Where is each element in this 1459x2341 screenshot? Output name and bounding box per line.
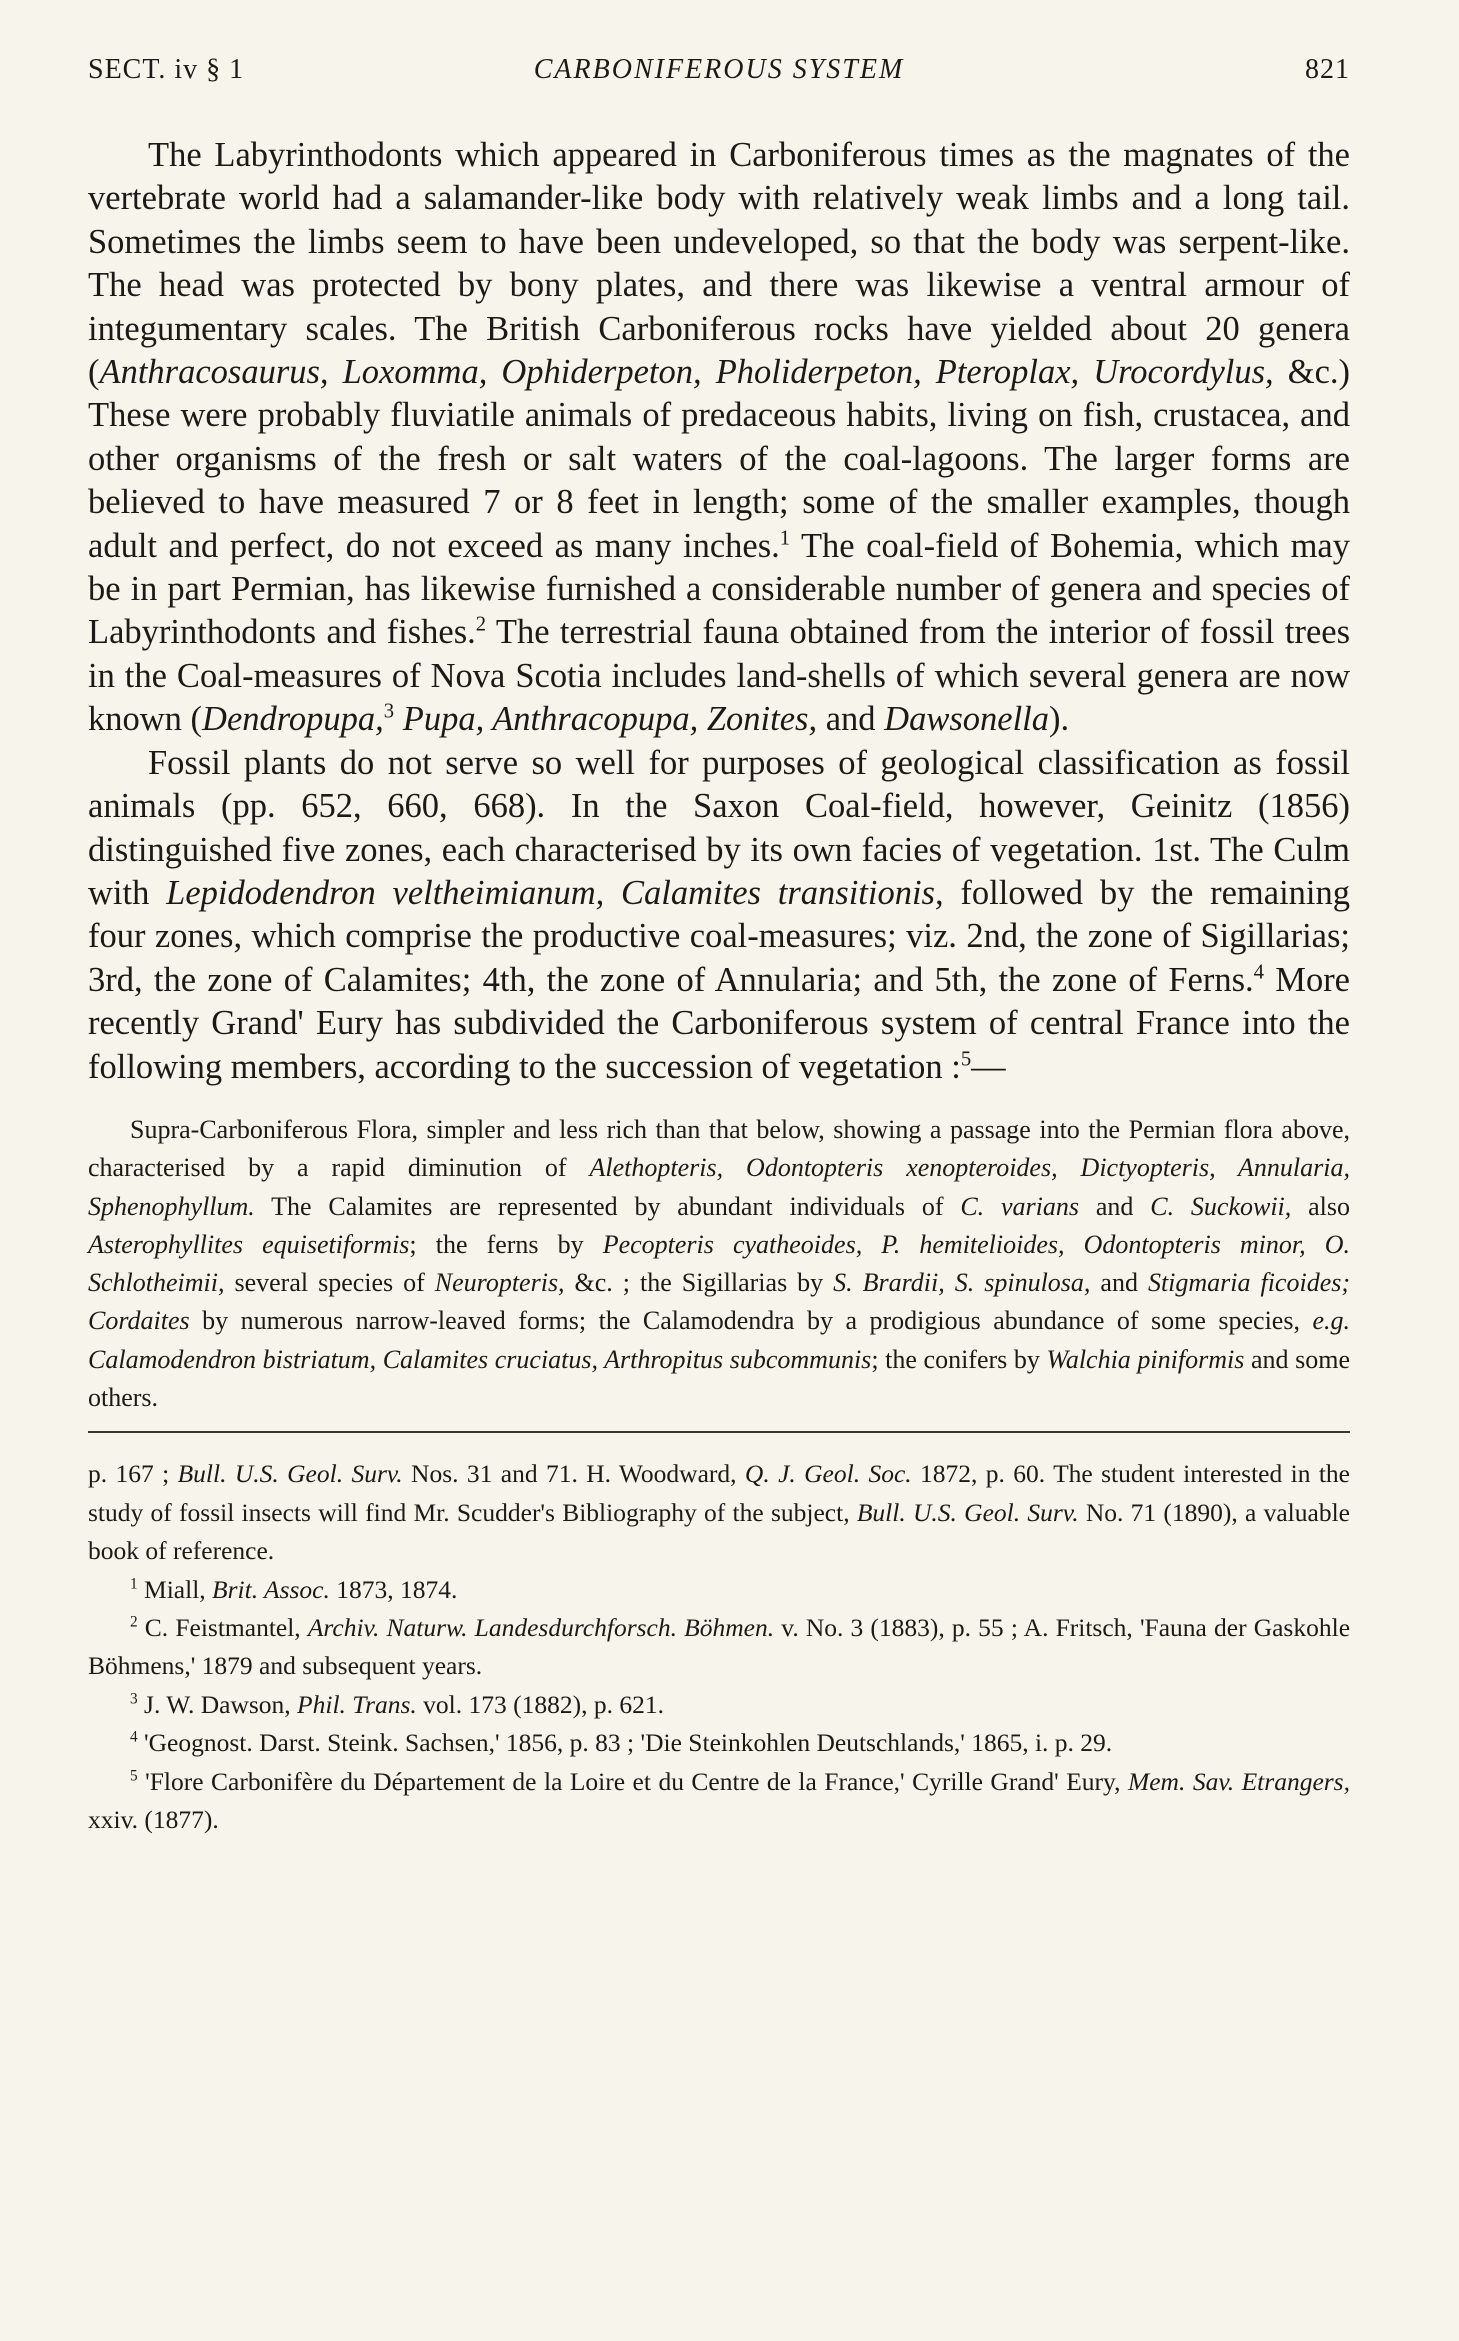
text-run: several species of bbox=[224, 1268, 435, 1298]
text-run: No. 71 (1890), a valuable book of reference. bbox=[88, 1497, 1350, 1566]
text-run: ; the ferns by bbox=[409, 1229, 603, 1259]
footnote-continued bbox=[88, 1455, 1350, 1570]
text-run: and bbox=[817, 700, 885, 739]
page-number: 821 bbox=[1305, 54, 1350, 85]
text-run: 1872, p. 60. The student interested in the study of fossil insects will find Mr. Scudder's Bibliography of the subject, bbox=[88, 1459, 1350, 1527]
text-run: by numerous narrow-leaved forms; the Calamodendra by a prodigious abundance of some species, bbox=[189, 1306, 1313, 1336]
italic-text: Pupa, Anthracopupa, Zonites, bbox=[394, 700, 818, 739]
footnote-marker: 2 bbox=[130, 1613, 138, 1631]
text-run: — bbox=[971, 1047, 1006, 1086]
italic-text: Asterophyllites equisetiformis bbox=[88, 1229, 410, 1259]
text-run: 'Flore Carbonifère du Département de la Loire et du Centre de la France,' Cyrille Grand' Eury, bbox=[137, 1766, 1128, 1796]
footnote-marker: 5 bbox=[960, 1048, 972, 1071]
italic-text: Lepidodendron veltheimianum, Calamites transitionis, bbox=[166, 873, 944, 912]
text-run: ; the conifers by bbox=[871, 1344, 1047, 1374]
main-text bbox=[88, 134, 1350, 1089]
italic-text: Alethopteris, Odontopteris xenopteroides, Dictyopteris, Annularia, Sphenophyllum. bbox=[88, 1153, 1350, 1221]
footnote-marker: 2 bbox=[475, 613, 487, 636]
footnotes bbox=[88, 1455, 1350, 1839]
italic-text: Pecopteris cyatheoides, P. hemitelioides, Odontopteris minor, O. Schlotheimii, bbox=[88, 1229, 1350, 1298]
italic-text: Q. J. Geol. Soc. bbox=[744, 1459, 912, 1489]
text-run: The coal-field of Bohemia, which may be in part Permian, has likewise furnished a considerable number of genera and species of Labyrinthodonts and fishes. bbox=[88, 526, 1350, 652]
italic-text: Dawsonella bbox=[884, 700, 1049, 739]
text-run: Supra-Carboniferous Flora, simpler and less rich than that below, showing a passage into the Permian flora above, characterised by a rapid diminution of bbox=[88, 1114, 1350, 1183]
footnote-marker: 1 bbox=[130, 1575, 138, 1593]
italic-text: Phil. Trans. bbox=[297, 1689, 417, 1719]
text-run: 1873, 1874. bbox=[329, 1574, 458, 1604]
italic-text: Stigmaria ficoides; Cordaites bbox=[88, 1268, 1351, 1336]
paragraph-fossil-plants bbox=[88, 742, 1350, 1089]
text-run: More recently Grand' Eury has subdivided the Carboniferous system of central France into the following members, according to the succession of vegetation : bbox=[88, 960, 1350, 1086]
footnote-marker: 1 bbox=[779, 527, 791, 550]
italic-text: Anthracosaurus, Loxomma, Ophiderpeton, Pholiderpeton, Pteroplax, Urocordylus, bbox=[99, 353, 1274, 392]
footnote-marker: 3 bbox=[130, 1690, 138, 1708]
footnote-1 bbox=[88, 1571, 1350, 1609]
italic-text: Brit. Assoc. bbox=[212, 1574, 330, 1604]
italic-text: Bull. U.S. Geol. Surv. bbox=[856, 1497, 1079, 1527]
supra-carboniferous-flora-paragraph bbox=[88, 1111, 1350, 1417]
running-title: CARBONIFEROUS SYSTEM bbox=[533, 54, 905, 85]
footnote-marker: 5 bbox=[130, 1767, 138, 1785]
text-run: &c. ; the Sigillarias by bbox=[564, 1268, 834, 1298]
footnote-5 bbox=[88, 1763, 1350, 1840]
italic-text: e.g. Calamodendron bistriatum, Calamites cruciatus, Arthropitus subcommunis bbox=[88, 1306, 1350, 1374]
text-run: The Calamites are represented by abundant individuals of bbox=[254, 1191, 961, 1221]
section-label: SECT. iv § 1 bbox=[88, 54, 245, 85]
italic-text: Neuropteris, bbox=[434, 1268, 565, 1298]
text-run: The terrestrial fauna obtained from the interior of fossil trees in the Coal-measures of Nova Scotia includes land-shells of which several genera are now known ( bbox=[88, 613, 1350, 739]
text-run: vol. 173 (1882), p. 621. bbox=[416, 1689, 664, 1719]
text-run: C. Feistmantel, bbox=[137, 1612, 308, 1642]
footnote-marker: 4 bbox=[1253, 961, 1264, 984]
italic-text: Dendropupa, bbox=[202, 700, 384, 739]
text-run: 'Geognost. Darst. Steink. Sachsen,' 1856, p. 83 ; 'Die Steinkohlen Deutschlands,' 1865, i. p. 29. bbox=[137, 1728, 1113, 1758]
text-run: p. 167 ; bbox=[88, 1459, 178, 1489]
text-run: ). bbox=[1049, 700, 1070, 739]
text-run: Miall, bbox=[137, 1574, 213, 1604]
footnote-divider bbox=[88, 1431, 1350, 1433]
italic-text: Archiv. Naturw. Landesdurchforsch. Böhmen. bbox=[307, 1612, 775, 1642]
paragraph-labyrinthodonts bbox=[88, 134, 1350, 742]
italic-text: Bull. U.S. Geol. Surv. bbox=[177, 1459, 403, 1489]
italic-text: Mem. Sav. Etrangers, bbox=[1128, 1766, 1350, 1796]
text-run: v. No. 3 (1883), p. 55 ; A. Fritsch, 'Fauna der Gaskohle Böhmens,' 1879 and subsequent years. bbox=[88, 1612, 1351, 1681]
running-header bbox=[88, 50, 1350, 94]
text-run: J. W. Dawson, bbox=[137, 1689, 298, 1719]
italic-text: C. Suckowii, bbox=[1150, 1191, 1292, 1221]
footnote-2 bbox=[88, 1609, 1350, 1686]
text-run: and bbox=[1090, 1268, 1148, 1298]
text-run: Fossil plants do not serve so well for purposes of geological classification as fossil animals (pp. 652, 660, 668). In the Saxon Coal-field, however, Geinitz (1856) distinguished five zones, each characterised by its own facies of vegetation. 1st. The Culm with bbox=[88, 743, 1350, 912]
italic-text: Walchia piniformis bbox=[1046, 1344, 1245, 1374]
italic-text: S. Brardii, S. spinulosa, bbox=[833, 1268, 1091, 1298]
text-run: and bbox=[1079, 1191, 1151, 1221]
footnote-3 bbox=[88, 1686, 1350, 1724]
text-run: also bbox=[1291, 1191, 1350, 1221]
footnote-marker: 4 bbox=[130, 1728, 138, 1746]
text-run: Nos. 31 and 71. H. Woodward, bbox=[402, 1459, 745, 1489]
text-run: &c.) These were probably fluviatile animals of predaceous habits, living on fish, crustacea, and other organisms of the fresh or salt waters of the coal-lagoons. The larger forms are believed to have measured 7 or 8 feet in length; some of the smaller examples, though adult and perfect, do not exceed as many inches. bbox=[88, 353, 1350, 565]
italic-text: C. varians bbox=[960, 1191, 1080, 1221]
footnote-marker: 3 bbox=[383, 700, 395, 723]
book-page bbox=[88, 50, 1350, 1839]
footnote-4 bbox=[88, 1724, 1350, 1762]
flora-description bbox=[88, 1111, 1350, 1417]
text-run: followed by the remaining four zones, which comprise the productive coal-measures; viz. 2nd, the zone of Sigillarias; 3rd, the zone of Calamites; 4th, the zone of Annularia; and 5th, the zone of Ferns. bbox=[88, 873, 1350, 999]
text-run: The Labyrinthodonts which appeared in Carboniferous times as the magnates of the vertebrate world had a salamander-like body with relatively weak limbs and a long tail. Sometimes the limbs seem to have been undeveloped, so that the body was serpent-like. The head was protected by bony plates, and there was likewise a ventral armour of integumentary scales. The British Carboniferous rocks have yielded about 20 genera ( bbox=[88, 136, 1350, 392]
text-run: and some others. bbox=[88, 1344, 1351, 1413]
text-run: xxiv. (1877). bbox=[88, 1804, 219, 1834]
